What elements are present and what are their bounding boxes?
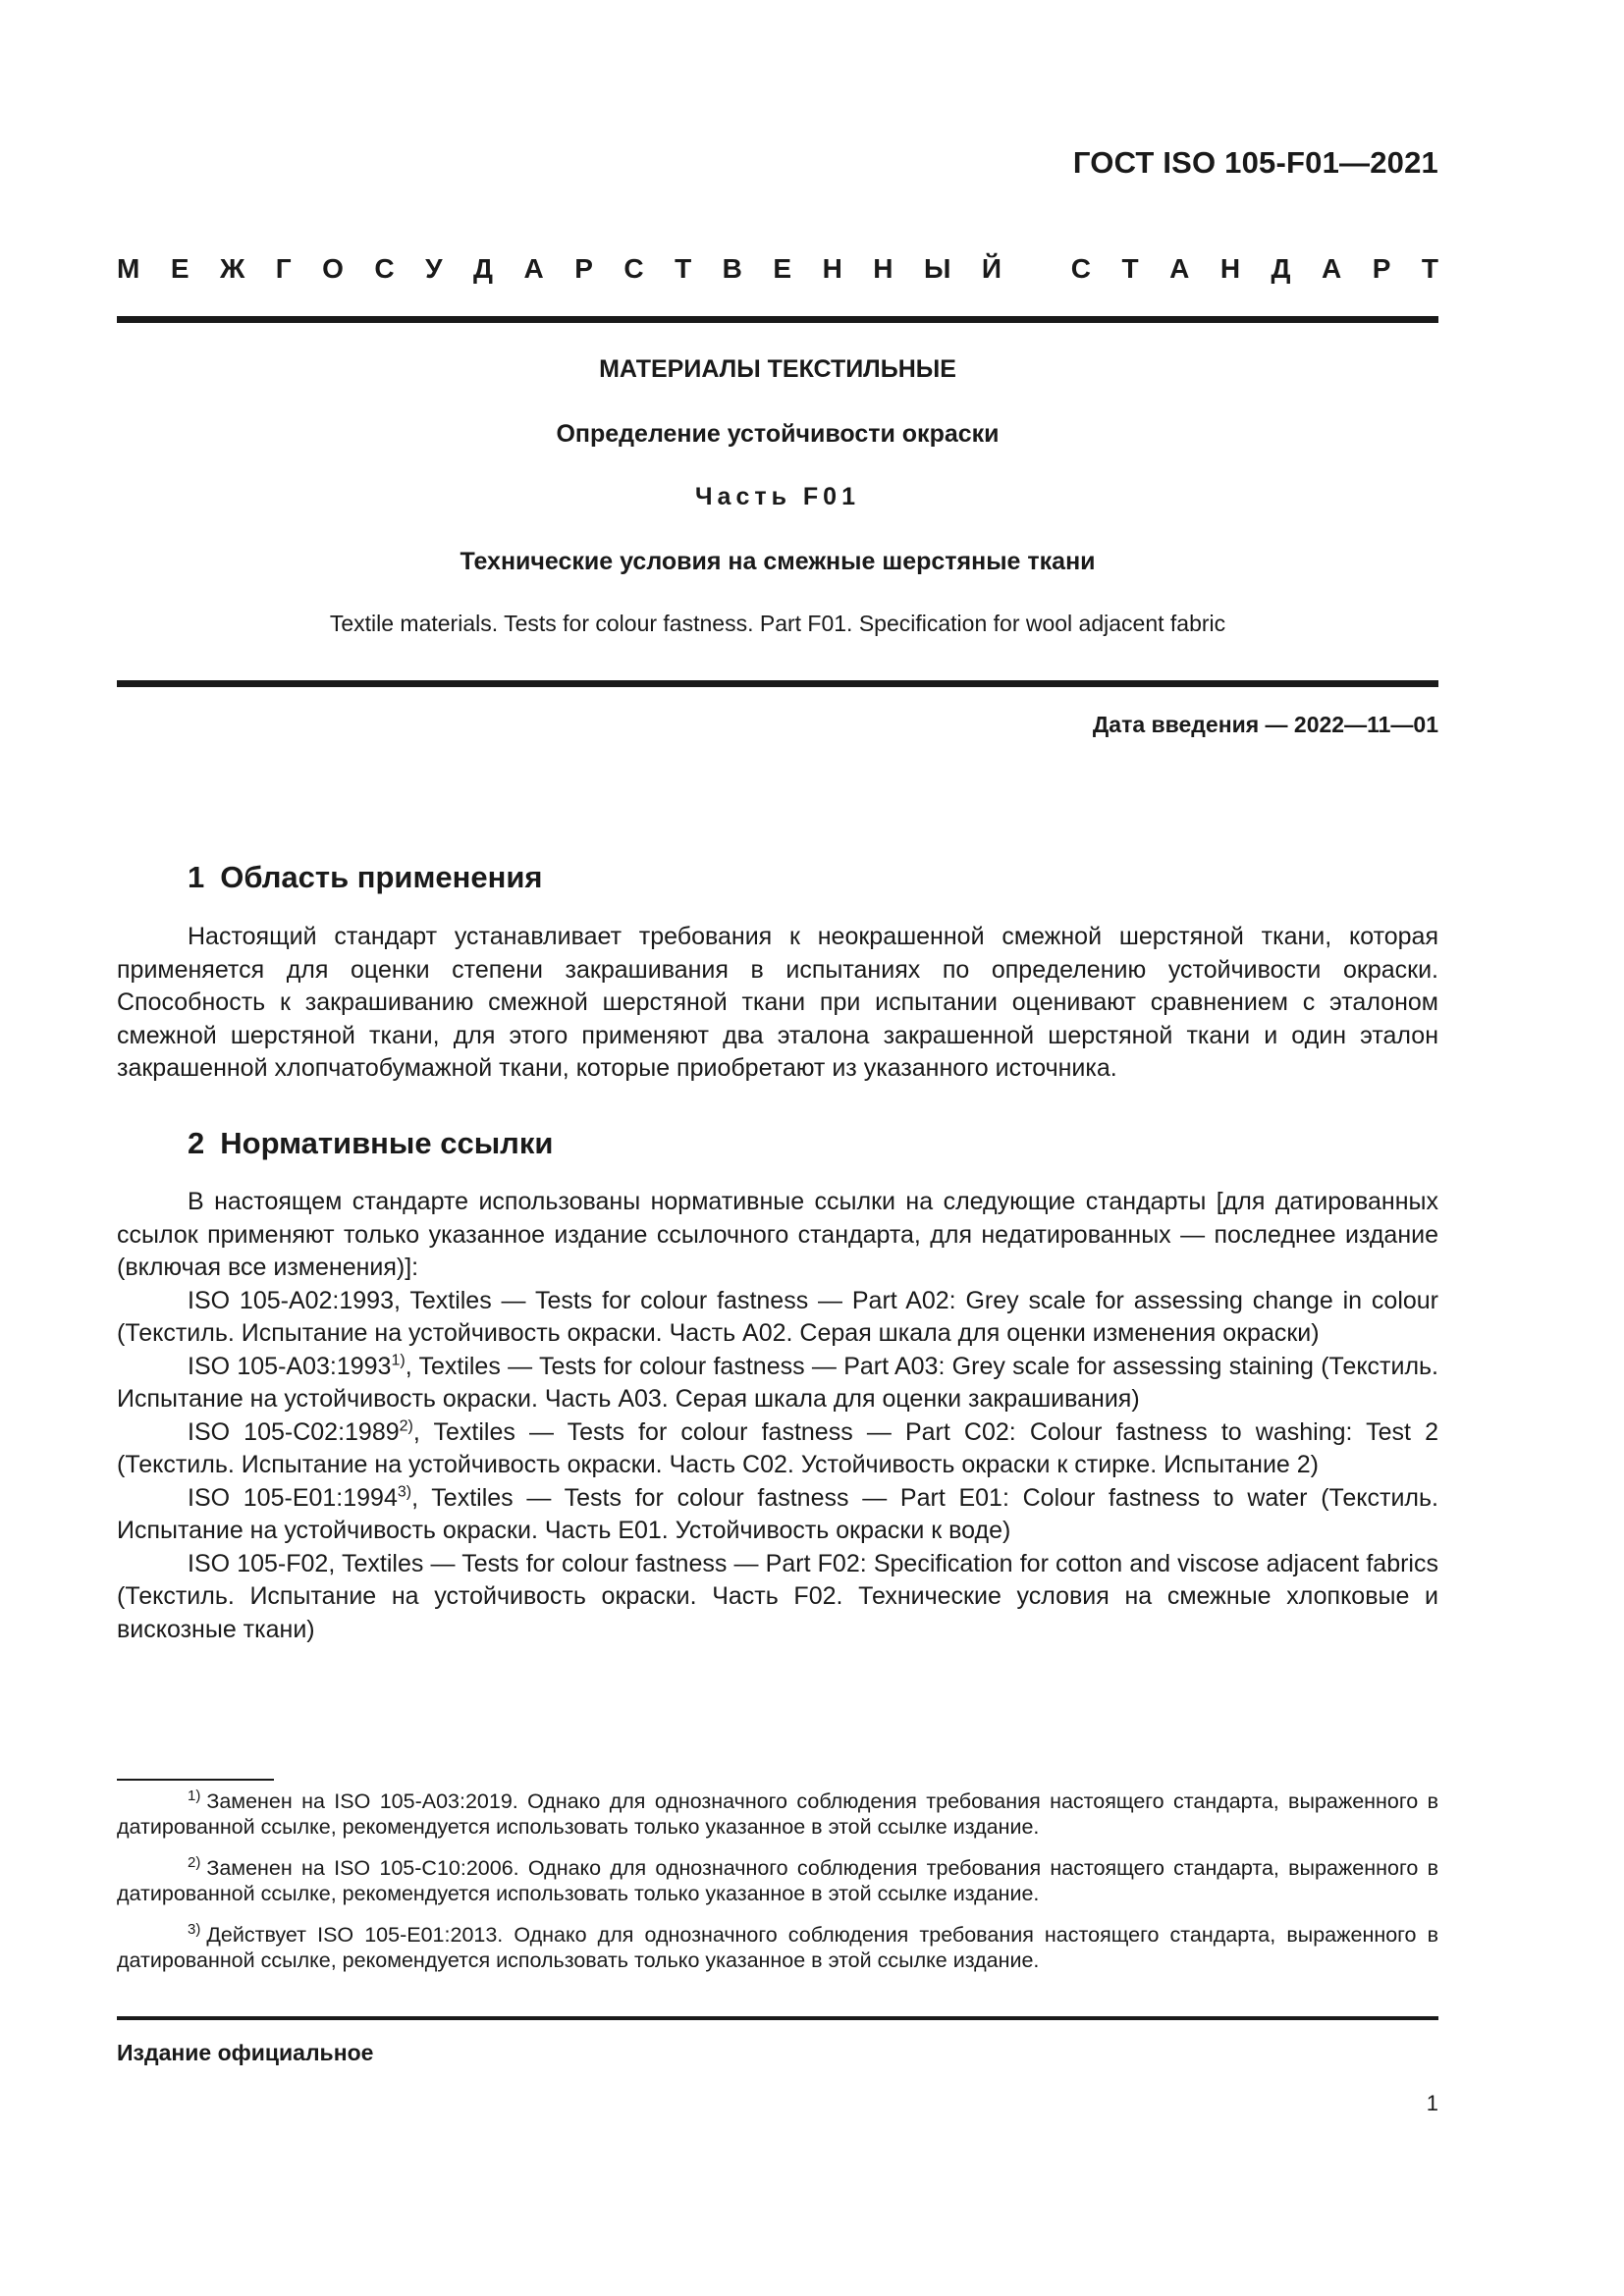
title-rule	[117, 680, 1438, 687]
footnote-ref: 1)	[391, 1352, 406, 1369]
footnote-separator	[117, 1779, 274, 1781]
reference-text: , Textiles — Tests for colour fastness — Part A03: Grey scale for assessing staining (Текстиль. Испытание на устойчивость окраски. Часть A03. Серая шкала для оценки закрашивания)	[117, 1352, 1439, 1413]
standard-type-letter: Е	[773, 253, 792, 284]
standard-type-letter: С	[374, 253, 395, 284]
title-line-2: Определение устойчивости окраски	[556, 420, 1000, 448]
standard-type-letter: А	[523, 253, 544, 284]
reference-item	[117, 1285, 1438, 1351]
section-1-heading	[188, 860, 543, 895]
section-1-number: 1	[188, 860, 205, 894]
footnote-item	[117, 1789, 1438, 1840]
standard-type-letter: С	[1070, 253, 1092, 284]
standard-type-letter: Й	[981, 253, 1002, 284]
standard-type-letter: Т	[1421, 253, 1438, 284]
footnote-mark: 2)	[188, 1853, 201, 1871]
footnote-text: Заменен на ISO 105-C10:2006. Однако для однозначного соблюдения требования настоящего стандарта, выраженного в датированной ссылке, рекомендуется использовать только указанное в этой ссылке издание.	[117, 1856, 1438, 1905]
standard-type-letter: В	[722, 253, 742, 284]
section-2-body	[117, 1186, 1438, 1646]
footnote-ref: 2)	[399, 1417, 413, 1435]
standard-type-letter: С	[623, 253, 644, 284]
section-2-heading	[188, 1126, 553, 1161]
footer-rule	[117, 2016, 1438, 2020]
standard-type-letter: Н	[873, 253, 893, 284]
reference-text: , Textiles — Tests for colour fastness — Part A02: Grey scale for assessing change in colour (Текстиль. Испытание на устойчивость окраски. Часть A02. Серая шкала для оценки изменения окраски)	[117, 1286, 1438, 1347]
official-edition-label: Издание официальное	[117, 2040, 374, 2065]
reference-text: , Textiles — Tests for colour fastness — Part F02: Specification for cotton and viscose adjacent fabrics (Текстиль. Испытание на устойчивость окраски. Часть F02. Технические условия на смежные хлопковые и вискозные ткани)	[117, 1549, 1438, 1643]
reference-item	[117, 1548, 1438, 1647]
title-line-3: Часть F01	[694, 483, 860, 510]
footnote-mark: 1)	[188, 1787, 201, 1804]
section-1-title: Область применения	[220, 860, 543, 894]
reference-code: ISO 105-F02	[188, 1549, 329, 1577]
reference-text: , Textiles — Tests for colour fastness — Part C02: Colour fastness to washing: Test 2 (Текстиль. Испытание на устойчивость окраски. Часть C02. Устойчивость окраски к стирке. Испытание 2)	[117, 1417, 1438, 1478]
standard-type-letter: Ж	[219, 253, 245, 284]
reference-code: ISO 105-A03:1993	[188, 1352, 392, 1380]
footnote-item	[117, 1922, 1438, 1973]
page-number: 1	[1426, 2091, 1438, 2115]
section-2-number: 2	[188, 1126, 205, 1160]
introduction-date: Дата введения — 2022—11—01	[1092, 712, 1438, 737]
standard-type-letter: Е	[170, 253, 189, 284]
title-english: Textile materials. Tests for colour fastness. Part F01. Specification for wool adjacent fabric	[329, 611, 1226, 636]
reference-code: ISO 105-E01:1994	[188, 1483, 398, 1512]
standard-type-letter: Р	[574, 253, 593, 284]
title-line-1: МАТЕРИАЛЫ ТЕКСТИЛЬНЫЕ	[599, 355, 956, 383]
standard-type-letter: Н	[1219, 253, 1241, 284]
standard-type-letter: О	[322, 253, 344, 284]
standard-type-letter: Д	[1271, 253, 1291, 284]
reference-code: ISO 105-C02:1989	[188, 1417, 400, 1446]
reference-item	[117, 1482, 1438, 1548]
standard-type-letter: У	[425, 253, 443, 284]
footnote-item	[117, 1855, 1438, 1906]
standard-type-letter: Т	[675, 253, 692, 284]
standard-type-letter: Н	[822, 253, 842, 284]
standard-type-letter: М	[117, 253, 140, 284]
standard-code: ГОСТ ISO 105-F01—2021	[1072, 145, 1438, 180]
section-1-body	[117, 921, 1438, 1086]
footnote-text: Заменен на ISO 105-A03:2019. Однако для однозначного соблюдения требования настоящего стандарта, выраженного в датированной ссылке, рекомендуется использовать только указанное в этой ссылке издание.	[117, 1789, 1438, 1839]
footnote-text: Действует ISO 105-E01:2013. Однако для однозначного соблюдения требования настоящего стандарта, выраженного в датированной ссылке, рекомендуется использовать только указанное в этой ссылке издание.	[117, 1923, 1438, 1972]
standard-type-letter	[1033, 253, 1041, 285]
standard-type-letter: Г	[275, 253, 292, 284]
reference-code: ISO 105-A02:1993	[188, 1286, 394, 1314]
standard-type-letter: Т	[1121, 253, 1139, 284]
footnotes	[117, 1789, 1438, 1989]
reference-item	[117, 1416, 1438, 1482]
footnote-mark: 3)	[188, 1920, 201, 1938]
standard-type-letter: А	[1321, 253, 1342, 284]
section-2-intro: В настоящем стандарте использованы нормативные ссылки на следующие стандарты [для датированных ссылок применяют только указанное издание ссылочного стандарта, для недатированных — последнее издание (включая все изменения)]:	[117, 1188, 1438, 1281]
title-line-4: Технические условия на смежные шерстяные ткани	[460, 548, 1096, 575]
reference-item	[117, 1351, 1438, 1416]
standard-type-letter: А	[1169, 253, 1190, 284]
footnote-ref: 3)	[397, 1483, 412, 1501]
standard-type-letter: Р	[1372, 253, 1391, 284]
reference-text: , Textiles — Tests for colour fastness — Part E01: Colour fastness to water (Текстиль. Испытание на устойчивость окраски. Часть E01. Устойчивость окраски к воде)	[117, 1483, 1438, 1544]
standard-type-heading	[117, 253, 1438, 285]
standard-type-letter: Д	[473, 253, 493, 284]
standard-type-letter: Ы	[924, 253, 951, 284]
section-1-paragraph: Настоящий стандарт устанавливает требования к неокрашенной смежной шерстяной ткани, которая применяется для оценки степени закрашивания в испытаниях по определению устойчивости окраски. Способность к закрашиванию смежной шерстяной ткани при испытании оценивают сравнением с эталоном смежной шерстяной ткани, для этого применяют два эталона закрашенной шерстяной ткани и один эталон закрашенной хлопчатобумажной ткани, которые приобретают из указанного источника.	[117, 923, 1438, 1082]
section-2-title: Нормативные ссылки	[220, 1126, 554, 1160]
header-rule	[117, 316, 1438, 323]
